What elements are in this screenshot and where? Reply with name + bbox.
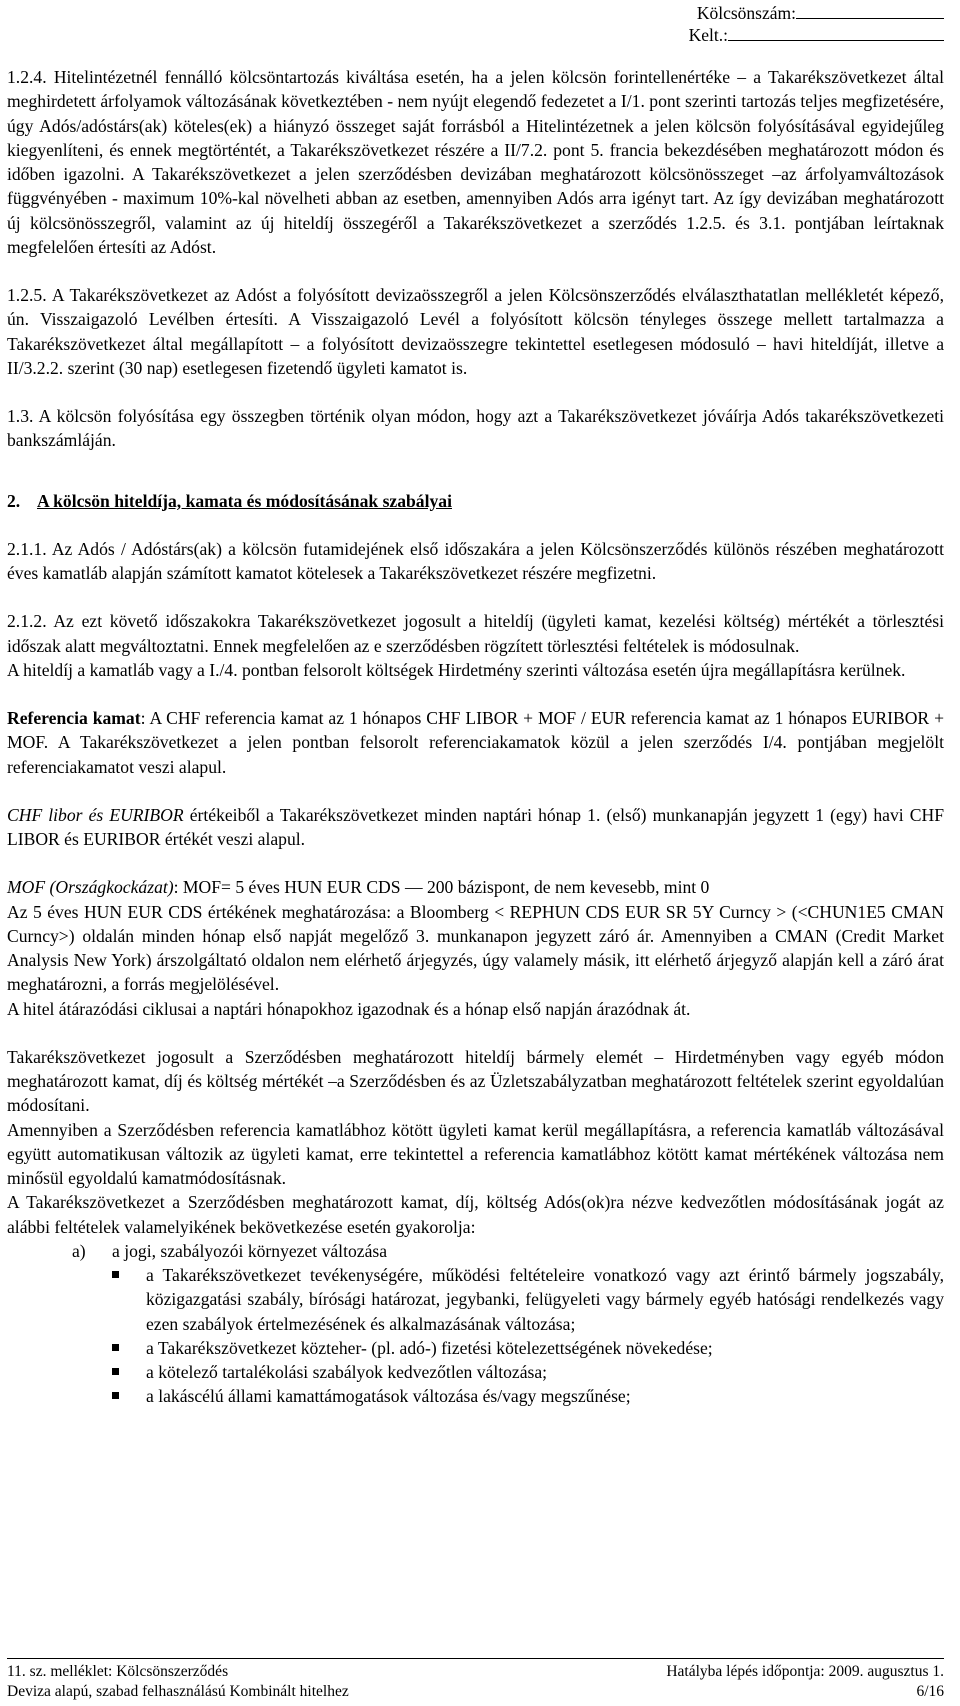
bullet-item: a kötelező tartalékolási szabályok kedvezőtlen változása; <box>111 1360 944 1384</box>
bullet-item: a lakáscélú állami kamattámogatások változása és/vagy megszűnése; <box>111 1384 944 1408</box>
date-blank <box>728 24 944 41</box>
list-marker: a) <box>72 1240 86 1261</box>
footer-annex: 11. sz. melléklet: Kölcsönszerződés <box>7 1663 229 1680</box>
paragraph-2-1-2: 2.1.2. Az ezt követő időszakokra Takarékszövetkezet jogosult a hiteldíj (ügyleti kamat, kezelési költség) mértékét a törlesztési időszak alatt megváltoztatni. Ennek megfelelően az e szerződésben rögzített törlesztési feltételek is módosulnak. <box>7 611 944 656</box>
footer-page-number: 6/16 <box>916 1683 944 1700</box>
footer-row-2 <box>7 1682 944 1702</box>
cds-paragraph: Az 5 éves HUN EUR CDS értékének meghatározása: a Bloomberg < REPHUN CDS EUR SR 5Y Curncy > (<CHUN1E5 CMAN Curncy>) oldalán minden hónap első napját megelőző 3. munkanapon jegyzett záró ár. Amennyiben a CMAN (Credit Market Analysis New York) árszolgáltató oldalon nem elérhető árjegyzés, úgy valamely másik, itt elérhető árjegyző alapján kell a záró árat meghatározni, a forrás megjelölésével. <box>7 901 944 995</box>
loan-number-line <box>689 2 944 24</box>
paragraph-2-1-1: 2.1.1. Az Adós / Adóstárs(ak) a kölcsön futamidejének első időszakára a jelen Kölcsönszerződés különös részében meghatározott éves kamatláb alapján számított kamatot kötelesek a Takarékszövetkezet részére megfizetni. <box>7 538 944 583</box>
square-bullet-icon <box>111 1263 146 1336</box>
mof-paragraph <box>7 875 944 899</box>
mof-text: : MOF= 5 éves HUN EUR CDS — 200 bázispont, de nem kevesebb, mint 0 <box>173 877 710 898</box>
page-footer <box>7 1658 944 1702</box>
reference-rate-term: Referencia kamat <box>7 708 141 728</box>
section-2-heading <box>7 489 944 513</box>
reference-rate-paragraph <box>7 706 944 779</box>
mof-term: MOF (Országkockázat) <box>7 877 174 898</box>
footer-row-1 <box>7 1659 944 1682</box>
list-item-text: a jogi, szabályozói környezet változása <box>112 1240 388 1261</box>
modification-paragraph-1: Takarékszövetkezet jogosult a Szerződésben meghatározott hiteldíj bármely elemét – Hirdetményben vagy egyéb módon meghatározott kamat, díj és költség mértékét –a Szerződésben és az Üzletszabályzatban meghatározott feltételek szerint egyoldalúan módosítani. <box>7 1046 944 1116</box>
reference-rate-text: : A CHF referencia kamat az 1 hónapos CHF LIBOR + MOF / EUR referencia kamat az 1 hónapos EURIBOR + MOF. A Takarékszövetkezet a jelen pontban felsorolt referenciakamatok közül a jelen szerződés I/4. pontjában megjelölt referenciakamatot veszi alapul. <box>7 708 945 777</box>
square-bullet-icon <box>111 1384 146 1408</box>
repricing-paragraph: A hitel átárazódási ciklusai a naptári hónapokhoz igazodnak és a hónap első napján árazódnak át. <box>7 998 691 1019</box>
page-header <box>689 2 944 46</box>
loan-number-blank <box>796 2 944 19</box>
paragraph-1-2-4: 1.2.4. Hitelintézetnél fennálló kölcsöntartozás kiváltása esetén, ha a jelen kölcsön forintellenértéke – a Takarékszövetkezet által meghirdetett árfolyamok változásának következtében - nem nyújt elegendő fedezetet a I/1. pont szerinti tartozás teljes megfizetésére, úgy Adós/adóstárs(ak) köteles(ek) a hiányzó összeget saját forrásból a Hitelintézetnek a jelen kölcsön folyósításával egyidejűleg kiegyenlíteni, és ennek megtörténtét, a Takarékszövetkezet részére a II/7.2. pont 5. francia bekezdésében meghatározott módon és időben igazolni. A Takarékszövetkezet a jelen szerződésben devizában meghatározott kölcsönösszeget –az árfolyamváltozások függvényében - maximum 10%-kal növelheti abban az esetben, amennyiben Adós arra igényt tart. Az így devizában meghatározott új kölcsönösszegről, valamint az új hiteldíj összegéről a Takarékszövetkezet a szerződés 1.2.5. és 3.1. pontjában leírtaknak megfelelően értesíti az Adóst. <box>7 67 944 257</box>
libor-term: CHF libor és EURIBOR <box>7 804 184 825</box>
bullet-item: a Takarékszövetkezet tevékenységére, működési feltételeire vonatkozó vagy azt érintő bármely jogszabály, közigazgatási szabály, bírósági határozat, jegybanki, felügyeleti vagy bármely egyéb hatósági rendelkezés vagy ezen szabályok értelmezésének és alkalmazásának változása; <box>111 1263 944 1336</box>
loan-number-label: Kölcsönszám: <box>696 3 796 23</box>
square-bullet-icon <box>111 1336 146 1360</box>
date-label: Kelt.: <box>688 25 728 45</box>
section-number: 2. <box>7 490 21 511</box>
libor-text: értékeiből a Takarékszövetkezet minden naptári hónap 1. (első) munkanapján jegyzett 1 (egy) havi CHF LIBOR és EURIBOR értékét veszi alapul. <box>7 804 944 849</box>
bullet-item: a Takarékszövetkezet közteher- (pl. adó-) fizetési kötelezettségének növekedése; <box>111 1336 944 1360</box>
bullet-list <box>111 1263 944 1409</box>
paragraph-1-2-5: 1.2.5. A Takarékszövetkezet az Adóst a folyósított devizaösszegről a jelen Kölcsönszerződés elválaszthatatlan mellékletét képező, ún. Visszaigazoló Levélben értesíti. A Visszaigazoló Levél a folyósított kölcsön tényleges összege mellett tartalmazza a Takarékszövetkezet által megállapított – a folyósított devizaösszegre tekintettel esetlegesen módosuló – havi hiteldíját, illetve a II/3.2.2. szerint (30 nap) esetlegesen fizetendő ügyleti kamatot is. <box>7 285 944 378</box>
footer-product: Deviza alapú, szabad felhasználású Kombinált hitelhez <box>7 1683 349 1700</box>
modification-paragraph-3: A Takarékszövetkezet a Szerződésben meghatározott kamat, díj, költség Adós(ok)ra nézve kedvezőtlen módosításának jogát az alábbi feltételek valamelyikének bekövetkezése esetén gyakorolja: <box>7 1192 944 1237</box>
footer-effective-date: Hatályba lépés időpontja: 2009. augusztus 1. <box>666 1663 944 1680</box>
paragraph-1-3: 1.3. A kölcsön folyósítása egy összegben történik olyan módon, hogy azt a Takarékszövetkezet jóváírja Adós takarékszövetkezeti bankszámláján. <box>7 406 944 451</box>
document-body <box>7 65 944 1409</box>
modification-paragraph-2: Amennyiben a Szerződésben referencia kamatlábhoz kötött ügyleti kamat kerül megállapításra, a referencia kamatláb változásával együtt automatikusan változik az ügyleti kamat, erre tekintettel a referencia kamatlábhoz kötött kamat mértékének változása nem minősül egyoldalú kamatmódosításnak. <box>7 1119 944 1188</box>
paragraph-2-1-2-b: A hiteldíj a kamatláb vagy a I./4. pontban felsorolt költségek Hirdetmény szerinti változása esetén újra megállapításra kerülnek. <box>7 659 906 680</box>
square-bullet-icon <box>111 1360 146 1384</box>
list-item-a <box>72 1239 944 1263</box>
date-line <box>689 24 944 46</box>
libor-paragraph <box>7 803 944 852</box>
section-title: A kölcsön hiteldíja, kamata és módosításának szabályai <box>37 490 452 511</box>
